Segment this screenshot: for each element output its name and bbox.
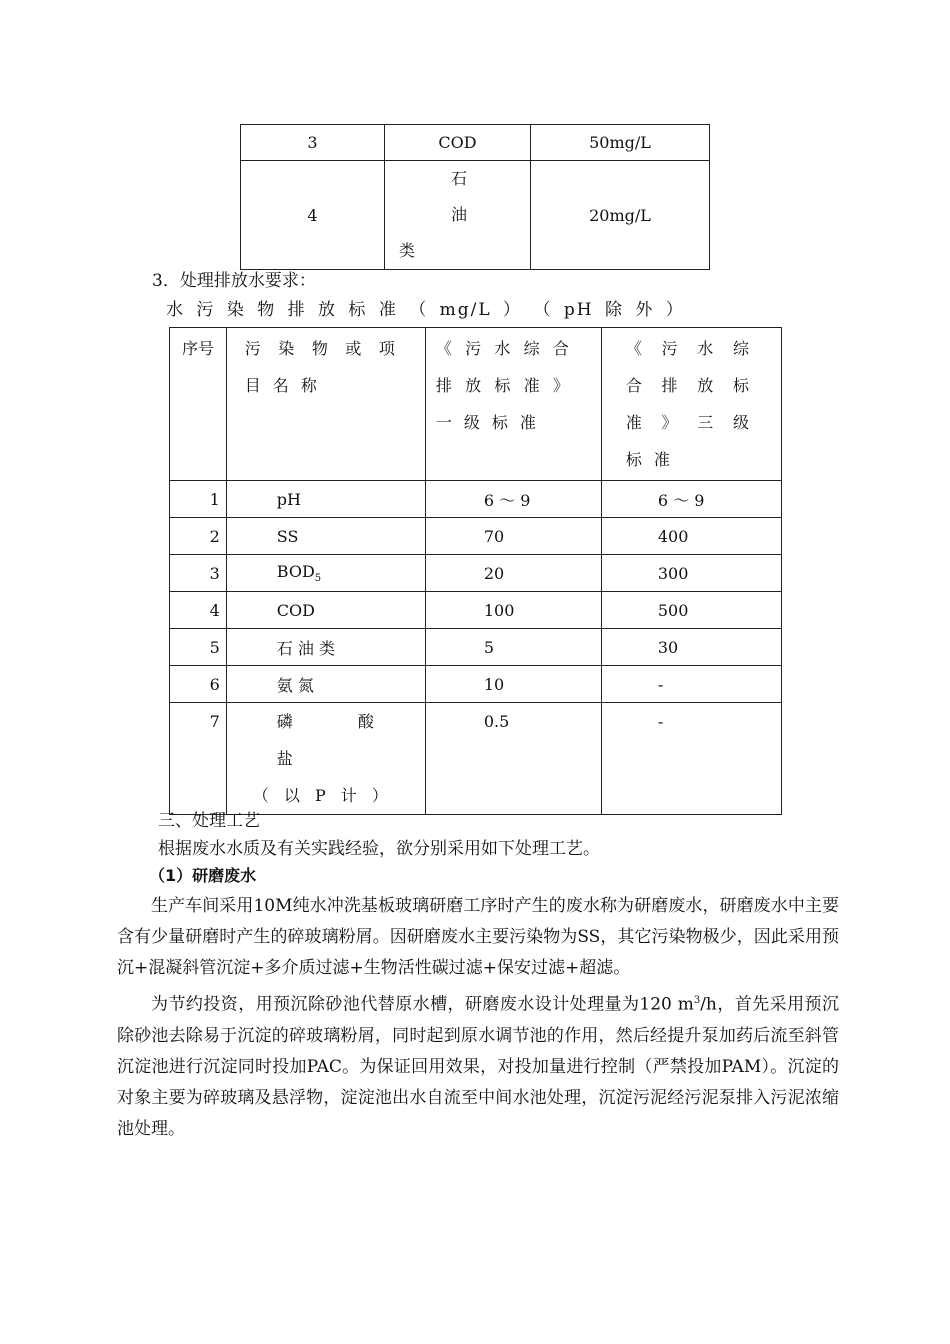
row-number: 7 (170, 703, 227, 815)
section-heading: 3．处理排放水要求： (152, 271, 316, 291)
grade3-value: - (601, 703, 781, 815)
header-no: 序号 (170, 328, 227, 481)
process-heading: 三、处理工艺 (158, 811, 260, 831)
row-number: 3 (170, 555, 227, 592)
row-number: 2 (170, 518, 227, 555)
pollutant-name-line1: 磷 酸 盐 (276, 712, 404, 768)
grade3-value: 500 (601, 592, 781, 629)
pollutant-name: COD (226, 592, 425, 629)
grade1-value: 6 ～ 9 (425, 481, 601, 518)
pollutant-name: SS (226, 518, 425, 555)
header-grade1: 《污水综合排放标准》一级标准 (425, 328, 601, 481)
para2-text-a: 为节约投资，用预沉除砂池代替原水槽，研磨废水设计处理量为120 m (151, 994, 694, 1015)
grinding-subheading: （1）研磨废水 (149, 866, 257, 885)
pollutant-name: COD (385, 125, 531, 161)
grade3-value: 6 ～ 9 (601, 481, 781, 518)
table-row (170, 518, 782, 555)
header-item: 污染物或项目名称 (226, 328, 425, 481)
pollutant-name: 氨 氮 (226, 666, 425, 703)
table-row (170, 592, 782, 629)
grinding-paragraph-2 (117, 985, 839, 1145)
pollutant-name (226, 703, 425, 815)
discharge-standard-table (169, 327, 782, 815)
table-caption: 水 污 染 物 排 放 标 准 （ mg/L ） （ pH 除 外 ） (166, 300, 685, 320)
grade1-value: 5 (425, 629, 601, 666)
table-row (170, 703, 782, 815)
pollutant-name-line2: （ 以 P 计 ） (252, 786, 393, 805)
row-number: 4 (170, 592, 227, 629)
effluent-limit-table (240, 124, 710, 270)
pollutant-name (385, 161, 531, 270)
grade1-value: 0.5 (425, 703, 601, 815)
table-row (241, 161, 710, 270)
pollutant-subscript: 5 (314, 573, 322, 585)
pollutant-name: 石 油 类 (226, 629, 425, 666)
pollutant-name-line1: 石 油 (451, 169, 482, 224)
pollutant-name-text: BOD (276, 561, 315, 581)
table-header-row (170, 328, 782, 481)
table-row (170, 666, 782, 703)
para2-superscript: 3 (693, 995, 701, 1006)
process-intro: 根据废水水质及有关实践经验，欲分别采用如下处理工艺。 (158, 839, 600, 859)
grade3-value: 400 (601, 518, 781, 555)
limit-value: 50mg/L (531, 125, 710, 161)
header-grade3: 《污水综合排放标准》三级标准 (601, 328, 781, 481)
limit-value: 20mg/L (531, 161, 710, 270)
row-number: 3 (241, 125, 385, 161)
row-number: 5 (170, 629, 227, 666)
grade1-value: 70 (425, 518, 601, 555)
grinding-paragraph-1: 生产车间采用10M纯水冲洗基板玻璃研磨工序时产生的废水称为研磨废水，研磨废水中主要含有少量研磨时产生的碎玻璃粉屑。因研磨废水主要污染物为SS，其它污染物极少，因此采用预沉+混凝斜管沉淀+多介质过滤+生物活性碳过滤+保安过滤+超滤。 (117, 896, 839, 978)
grade1-value: 10 (425, 666, 601, 703)
pollutant-name (226, 555, 425, 592)
grade3-value: 300 (601, 555, 781, 592)
table-row (170, 555, 782, 592)
row-number: 6 (170, 666, 227, 703)
pollutant-name: pH (226, 481, 425, 518)
pollutant-name-line2: 类 (399, 241, 416, 260)
table-row (241, 125, 710, 161)
table-row (170, 629, 782, 666)
table-row (170, 481, 782, 518)
grade1-value: 20 (425, 555, 601, 592)
grade3-value: - (601, 666, 781, 703)
grade3-value: 30 (601, 629, 781, 666)
para2-text-b: /h，首先采用预沉除砂池去除易于沉淀的碎玻璃粉屑，同时起到原水调节池的作用，然后经提升泵加药后流至斜管沉淀池进行沉淀同时投加PAC。为保证回用效果，对投加量进行控制（严禁投加PAM）。沉淀的对象主要为碎玻璃及悬浮物，淀淀池出水自流至中间水池处理，沉淀污泥经污泥泵排入污泥浓缩池处理。 (117, 994, 839, 1139)
row-number: 4 (241, 161, 385, 270)
grade1-value: 100 (425, 592, 601, 629)
row-number: 1 (170, 481, 227, 518)
